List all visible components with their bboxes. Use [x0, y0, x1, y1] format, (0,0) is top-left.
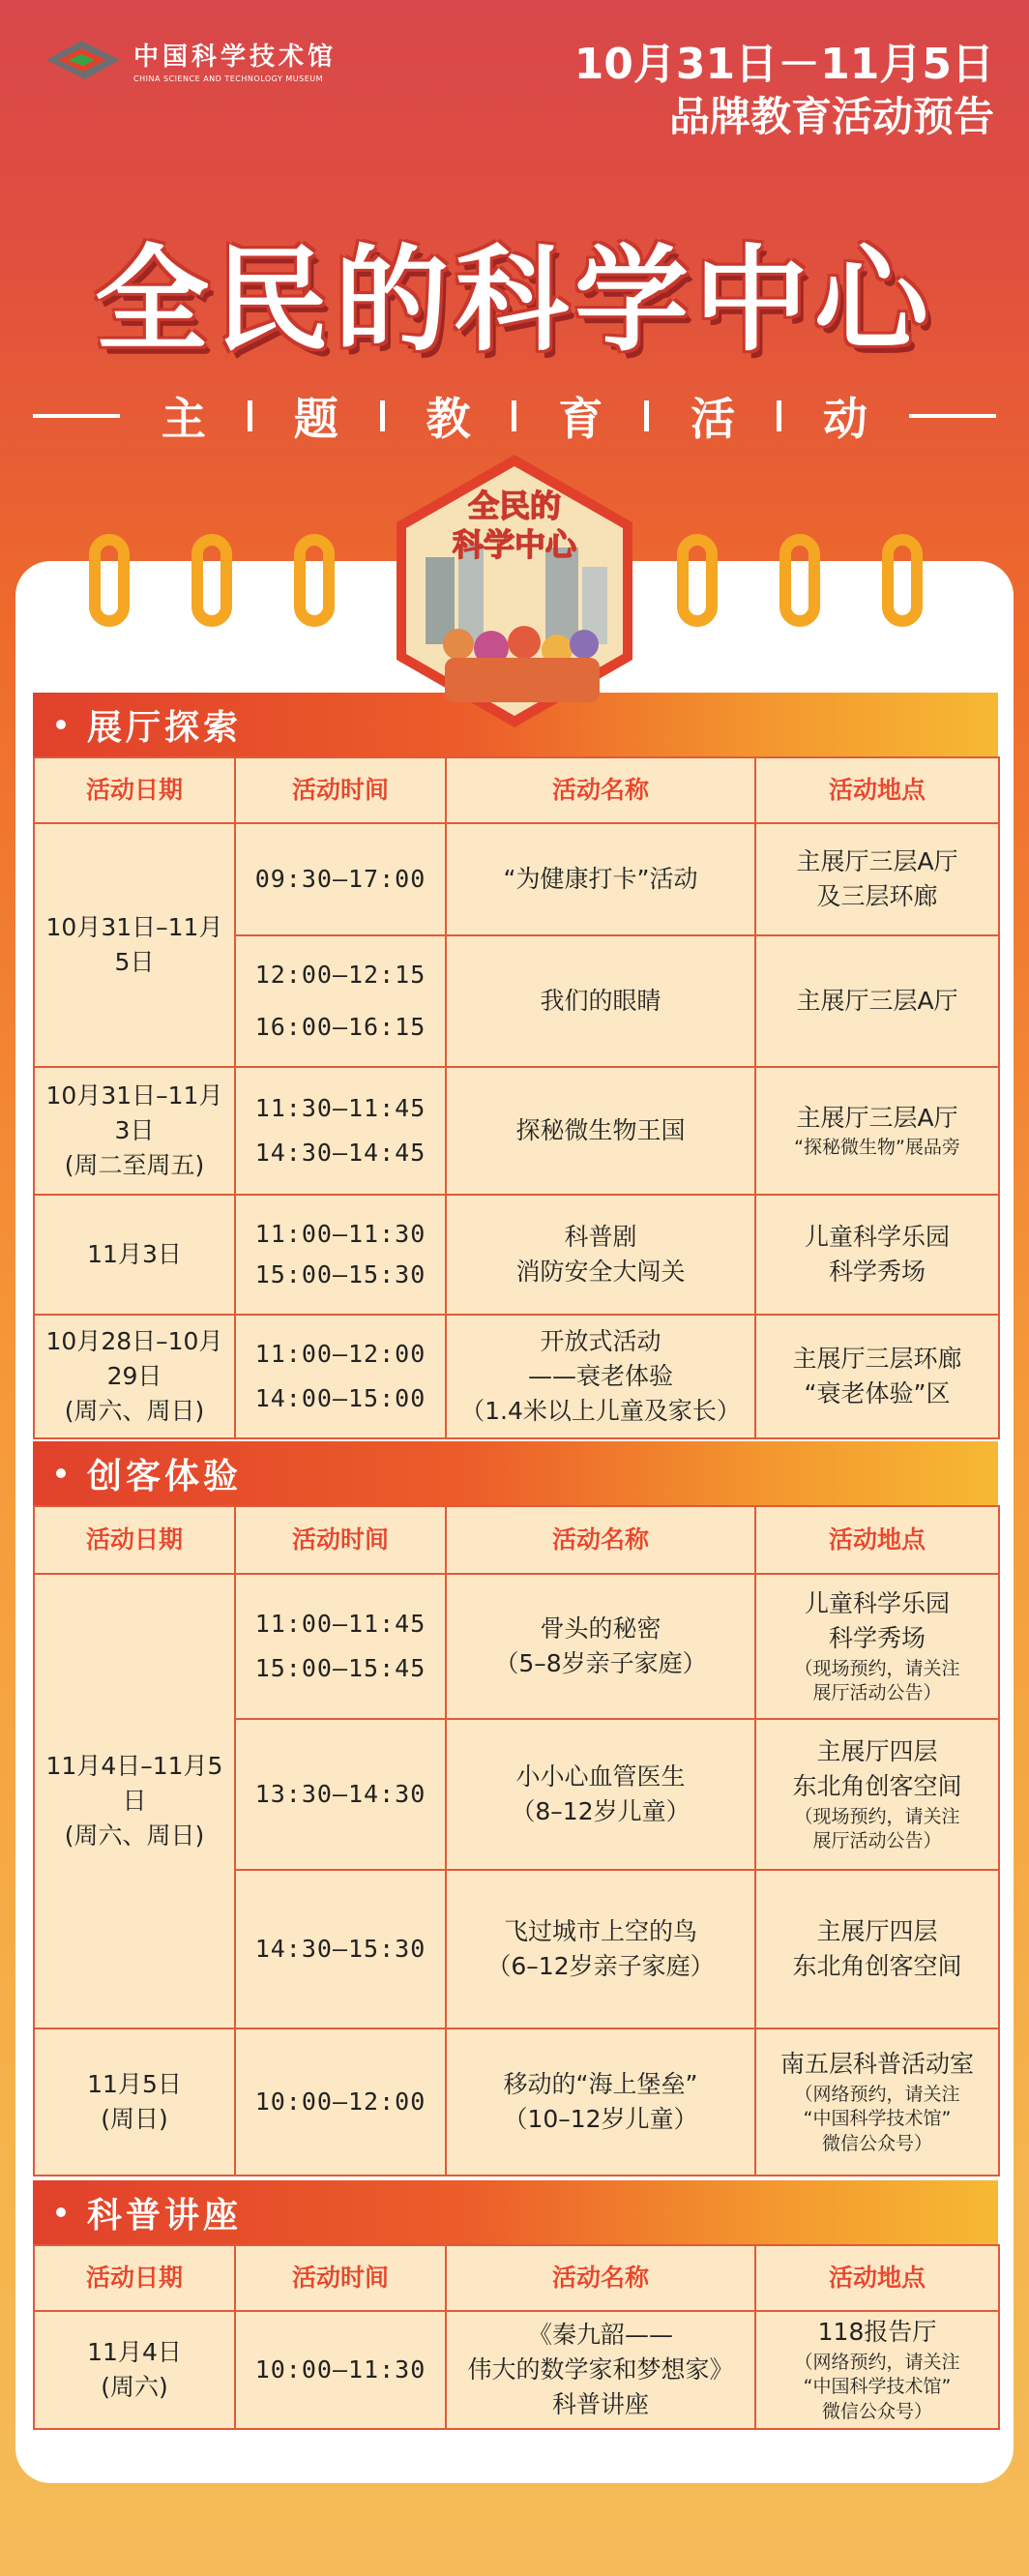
date-cell: 11月5日 (周日) — [34, 2028, 235, 2176]
activity-name-cell: “为健康打卡”活动 — [446, 823, 755, 935]
theme-char: 动 — [822, 393, 867, 445]
time-cell: 09:30–17:00 — [235, 823, 446, 935]
col-name-header: 活动名称 — [446, 1506, 755, 1574]
theme-char: 育 — [558, 393, 603, 445]
museum-logo — [43, 33, 337, 87]
place-cell: 主展厅四层 东北角创客空间 — [755, 1870, 999, 2028]
logo-chinese-name: 中国科学技术馆 — [133, 43, 338, 72]
activity-name-cell: 骨头的秘密 （5–8岁亲子家庭） — [446, 1574, 755, 1719]
table-row — [34, 2311, 999, 2429]
activity-name-cell: 飞过城市上空的鸟 （6–12岁亲子家庭） — [446, 1870, 755, 2028]
table-row — [34, 1067, 999, 1195]
theme-char: 活 — [691, 393, 736, 445]
ring-icon — [89, 534, 130, 627]
date-range: 10月31日－11月5日 — [573, 40, 994, 89]
lecture-table — [33, 2244, 1000, 2430]
logo-english-name: CHINA SCIENCE AND TECHNOLOGY MUSEUM — [133, 74, 324, 83]
place-cell: 主展厅三层环廊 “衰老体验”区 — [755, 1315, 999, 1438]
place-cell: 主展厅三层A厅 “探秘微生物”展品旁 — [755, 1067, 999, 1195]
col-name-header: 活动名称 — [446, 757, 755, 823]
theme-line-right — [909, 414, 996, 418]
time-cell: 11:00–11:45 15:00–15:45 — [235, 1574, 446, 1719]
place-cell: 主展厅四层 东北角创客空间 （现场预约，请关注 展厅活动公告） — [755, 1719, 999, 1870]
time-cell: 11:00–12:00 14:00–15:00 — [235, 1315, 446, 1438]
place-cell: 儿童科学乐园 科学秀场 （现场预约，请关注 展厅活动公告） — [755, 1574, 999, 1719]
bullet-icon — [56, 1468, 66, 1478]
theme-char: 题 — [293, 393, 338, 445]
theme-char: 教 — [426, 393, 471, 445]
section-title-lecture — [33, 2180, 998, 2244]
col-date-header: 活动日期 — [34, 757, 235, 823]
time-cell: 10:00–12:00 — [235, 2028, 446, 2176]
theme-separator — [777, 400, 781, 431]
theme-separator — [380, 400, 385, 431]
time-cell: 13:30–14:30 — [235, 1719, 446, 1870]
col-date-header: 活动日期 — [34, 1506, 235, 1574]
col-time-header: 活动时间 — [235, 2245, 446, 2311]
date-cell: 10月28日–10月29日 (周六、周日) — [34, 1315, 235, 1438]
ring-icon — [677, 534, 718, 627]
table-row — [34, 1574, 999, 1719]
time-cell: 10:00–11:30 — [235, 2311, 446, 2429]
theme-row — [33, 387, 996, 445]
bullet-icon — [56, 2207, 66, 2217]
place-cell: 118报告厅 （网络预约，请关注 “中国科学技术馆” 微信公众号） — [755, 2311, 999, 2429]
section-title-text: 展厅探索 — [87, 707, 243, 748]
theme-separator — [512, 400, 516, 431]
place-cell: 主展厅三层A厅 及三层环廊 — [755, 823, 999, 935]
table-row — [34, 1195, 999, 1315]
ring-icon — [882, 534, 923, 627]
ring-icon — [191, 534, 232, 627]
ring-icon — [779, 534, 820, 627]
theme-separator — [248, 400, 252, 431]
col-place-header: 活动地点 — [755, 2245, 999, 2311]
table-header-row — [34, 757, 999, 823]
badge-line1: 全民的 — [467, 488, 562, 524]
table-row — [34, 823, 999, 935]
date-cell: 11月3日 — [34, 1195, 235, 1315]
bullet-icon — [56, 720, 66, 729]
museum-logo-icon — [43, 33, 126, 87]
theme-char: 主 — [161, 393, 206, 445]
theme-line-left — [33, 414, 120, 418]
theme-badge-icon — [391, 451, 638, 731]
table-header-row — [34, 2245, 999, 2311]
date-cell: 10月31日–11月5日 — [34, 823, 235, 1067]
place-cell: 儿童科学乐园 科学秀场 — [755, 1195, 999, 1315]
col-place-header: 活动地点 — [755, 757, 999, 823]
col-time-header: 活动时间 — [235, 1506, 446, 1574]
date-cell: 11月4日–11月5日 (周六、周日) — [34, 1574, 235, 2028]
col-name-header: 活动名称 — [446, 2245, 755, 2311]
date-cell: 11月4日 (周六) — [34, 2311, 235, 2429]
time-cell: 14:30–15:30 — [235, 1870, 446, 2028]
activity-name-cell: 我们的眼睛 — [446, 935, 755, 1067]
maker-table — [33, 1505, 1000, 2176]
section-title-maker — [33, 1441, 998, 1505]
time-cell: 12:00–12:15 16:00–16:15 — [235, 935, 446, 1067]
exhibit-table — [33, 756, 1000, 1439]
theme-separator — [644, 400, 649, 431]
table-row — [34, 2028, 999, 2176]
table-header-row — [34, 1506, 999, 1574]
activity-name-cell: 小小心血管医生 （8–12岁儿童） — [446, 1719, 755, 1870]
place-cell: 主展厅三层A厅 — [755, 935, 999, 1067]
section-title-text: 科普讲座 — [87, 2195, 243, 2235]
col-time-header: 活动时间 — [235, 757, 446, 823]
place-cell: 南五层科普活动室 （网络预约，请关注 “中国科学技术馆” 微信公众号） — [755, 2028, 999, 2176]
activity-name-cell: 科普剧 消防安全大闯关 — [446, 1195, 755, 1315]
time-cell: 11:00–11:30 15:00–15:30 — [235, 1195, 446, 1315]
table-row — [34, 1315, 999, 1438]
col-date-header: 活动日期 — [34, 2245, 235, 2311]
badge-line2: 科学中心 — [452, 526, 577, 563]
ring-icon — [294, 534, 335, 627]
poster-subtitle: 品牌教育活动预告 — [668, 93, 994, 140]
time-cell: 11:30–11:45 14:30–14:45 — [235, 1067, 446, 1195]
activity-name-cell: 探秘微生物王国 — [446, 1067, 755, 1195]
activity-name-cell: 开放式活动 ——衰老体验 （1.4米以上儿童及家长） — [446, 1315, 755, 1438]
activity-name-cell: 移动的“海上堡垒” （10–12岁儿童） — [446, 2028, 755, 2176]
main-title: 全民的科学中心 — [94, 233, 934, 367]
date-cell: 10月31日–11月3日 (周二至周五) — [34, 1067, 235, 1195]
col-place-header: 活动地点 — [755, 1506, 999, 1574]
section-title-text: 创客体验 — [87, 1456, 243, 1496]
activity-name-cell: 《秦九韶—— 伟大的数学家和梦想家》 科普讲座 — [446, 2311, 755, 2429]
